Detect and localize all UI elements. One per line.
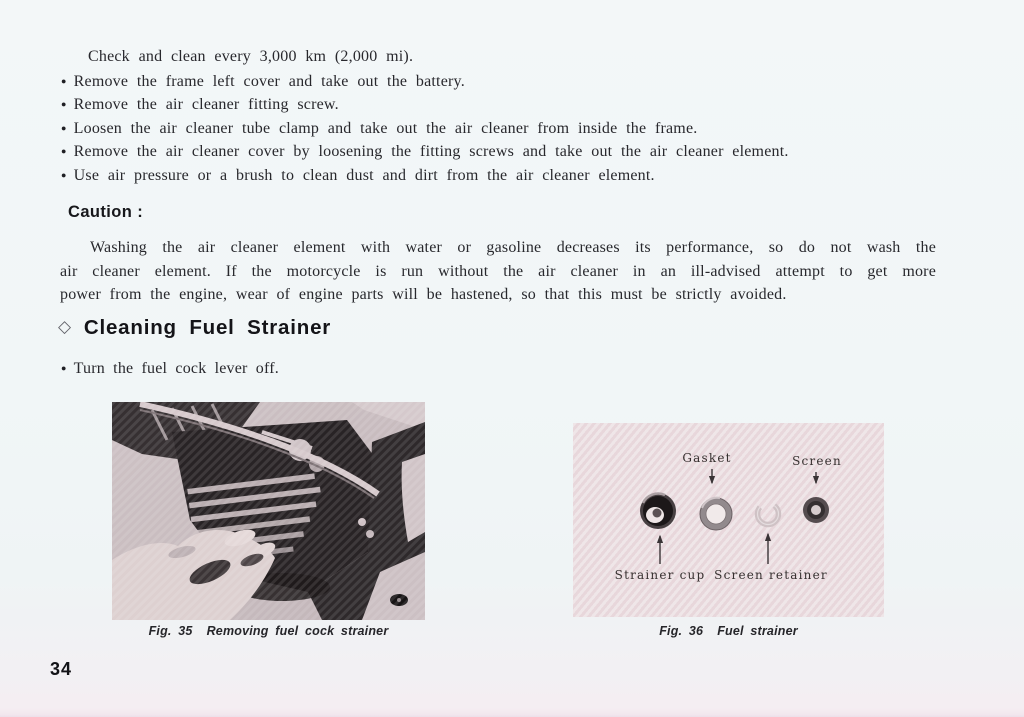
bullet-icon: ● [61,76,67,86]
bullet-icon: ● [61,99,67,110]
figure-36-diagram [573,423,884,617]
paragraph-line: power from the engine, wear of engine parts will be hastened, so that this must be strictly avoided. [60,286,787,303]
bullet-text: Remove the frame left cover and take out the battery. [73,73,465,90]
figure-36-label: Fig. 36 [659,624,704,638]
section-heading [58,316,331,340]
figure-35-caption [112,624,425,638]
part-label-screen: Screen [792,454,842,468]
bullet-list [61,70,789,187]
list-item [61,70,789,93]
section-title: Cleaning Fuel Strainer [83,316,332,339]
part-label-gasket: Gasket [682,451,732,465]
paragraph-line: Washing the air cleaner element with water or gasoline decreases its performance, so do not wash the [90,239,936,256]
bullet-icon: ● [61,363,67,373]
bullet-icon: ● [61,122,67,133]
figure-36-caption [573,624,884,638]
bullet-text: Loosen the air cleaner tube clamp and take out the air cleaner from inside the frame. [73,119,698,137]
part-label-screen-retainer: Screen retainer [714,568,828,582]
paragraph-line: air cleaner element. If the motorcycle is run without the air cleaner in an ill-advised attempt to get more [60,262,936,280]
diamond-icon: ◇ [58,317,72,337]
list-item [61,93,789,116]
page-number: 34 [50,659,73,679]
list-item [61,140,789,163]
figure-36-caption-text: Fuel strainer [717,624,798,638]
list-item [61,357,279,380]
bullet-text: Remove the air cleaner fitting screw. [73,96,339,114]
figure-35-caption-text: Removing fuel cock strainer [206,624,389,638]
caution-paragraph [60,236,936,307]
intro-line: Check and clean every 3,000 km (2,000 mi). [88,48,414,65]
figure-35-label: Fig. 35 [148,624,193,638]
bullet-icon: ● [61,146,67,157]
bullet-text: Use air pressure or a brush to clean dust and dirt from the air cleaner element. [73,166,655,184]
bullet-icon: ● [61,169,67,180]
figure-35-photo [112,402,425,620]
photo-artwork [112,402,425,620]
list-item [61,117,789,140]
part-label-strainer-cup: Strainer cup [614,568,706,582]
page-bottom-edge [0,708,1024,717]
bullet-text: Turn the fuel cock lever off. [73,360,279,377]
list-item [61,164,789,187]
bullet-text: Remove the air cleaner cover by loosening the fitting screws and take out the air cleaner element. [73,143,789,161]
caution-heading: Caution : [68,203,144,221]
